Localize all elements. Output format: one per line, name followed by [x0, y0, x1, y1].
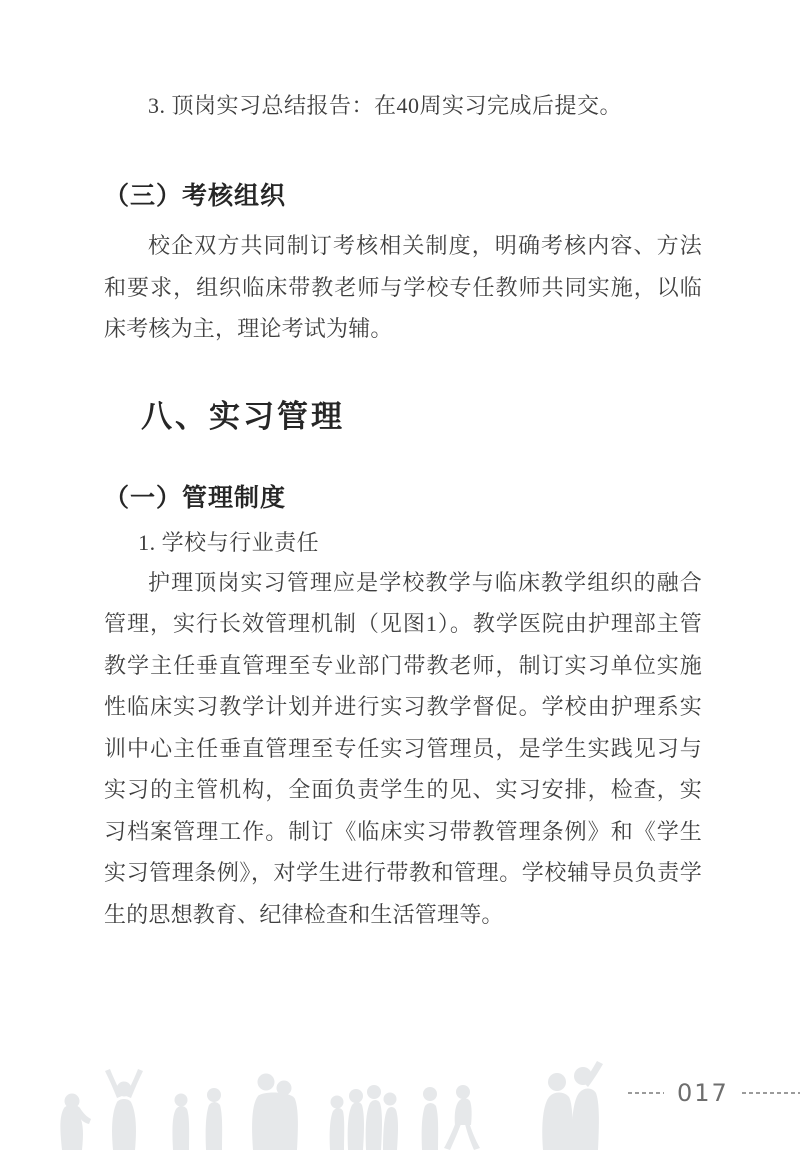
- paragraph-assessment-organization: 校企双方共同制订考核相关制度，明确考核内容、方法和要求，组织临床带教老师与学校专任教师共同实施，以临床考核为主，理论考试为辅。: [104, 233, 702, 341]
- section-heading-assessment-organization: （三）考核组织: [104, 183, 287, 210]
- list-item-1-school-industry-responsibility: 1. 学校与行业责任: [138, 529, 320, 555]
- page-footer: [628, 1081, 800, 1105]
- dash-rule-right: [742, 1092, 800, 1094]
- page-content: [104, 0, 702, 935]
- paragraph-management-system: 护理顶岗实习管理应是学校教学与临床教学组织的融合管理，实行长效管理机制（见图1）。教学医院由护理部主管教学主任垂直管理至专业部门带教老师，制订实习单位实施性临床实习教学计划并进行实习教学督促。学校由护理系实训中心主任垂直管理至专任实习管理员，是学生实践见习与实习的主管机构，全面负责学生的见、实习安排，检查，实习档案管理工作。制订《临床实习带教管理条例》和《学生实习管理条例》，对学生进行带教和管理。学校辅导员负责学生的思想教育、纪律检查和生活管理等。: [104, 569, 702, 927]
- chapter-heading-internship-management: 八、实习管理: [141, 398, 345, 434]
- section-heading-management-system: （一）管理制度: [104, 484, 287, 512]
- dash-rule-left: [628, 1092, 664, 1094]
- page-number: 017: [677, 1079, 729, 1107]
- list-item-3: 3. 顶岗实习总结报告：在40周实习完成后提交。: [148, 93, 623, 118]
